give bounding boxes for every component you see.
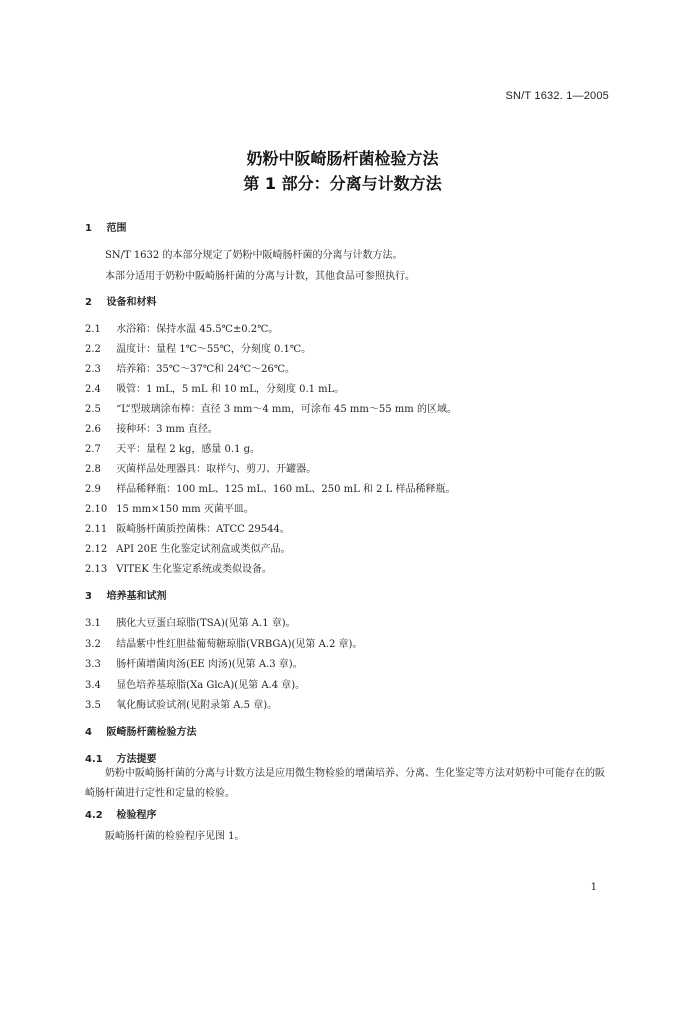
subsection-4-1-paragraph: 奶粉中阪崎肠杆菌的分离与计数方法是应用微生物检验的增菌培养、分离、生化鉴定等方法对奶粉中可能存在的阪崎肠杆菌进行定性和定量的检验。	[85, 768, 605, 799]
subsection-title: 检验程序	[116, 810, 157, 821]
item-text: 天平：量程 2 kg，感量 0.1 g。	[116, 444, 261, 455]
item-number: 2.2	[85, 344, 101, 355]
list-item	[85, 463, 625, 477]
section-title: 培养基和试剂	[106, 591, 167, 602]
list-item	[85, 483, 625, 497]
list-item	[85, 679, 625, 693]
list-item	[85, 423, 625, 437]
list-item	[85, 503, 625, 517]
list-item	[85, 403, 625, 417]
document-title: 奶粉中阪崎肠杆菌检验方法	[246, 149, 439, 168]
item-number: 2.12	[85, 544, 108, 555]
section-4-heading	[85, 726, 625, 740]
section-title: 范围	[106, 223, 127, 234]
item-number: 2.13	[85, 564, 108, 575]
section-1-heading	[85, 222, 625, 236]
item-text: 接种环：3 mm 直径。	[116, 424, 218, 435]
section-title: 设备和材料	[106, 297, 157, 308]
item-text: 灭菌样品处理器具：取样勺、剪刀、开罐器。	[116, 464, 317, 475]
document-subtitle: 第 1 部分：分离与计数方法	[243, 174, 442, 193]
item-number: 2.3	[85, 364, 101, 375]
item-text: 阪崎肠杆菌质控菌株：ATCC 29544。	[116, 524, 290, 535]
item-number: 3.4	[85, 680, 101, 691]
item-text: API 20E 生化鉴定试剂盒或类似产品。	[116, 544, 291, 555]
item-number: 2.11	[85, 524, 108, 535]
subsection-4-2-paragraph: 阪崎肠杆菌的检验程序见图 1。	[105, 831, 245, 842]
item-number: 2.9	[85, 484, 101, 495]
item-text: 结晶紫中性红胆盐葡萄糖琼脂(VRBGA)(见第 A.2 章)。	[116, 639, 363, 650]
section-1-paragraph-1: SN/T 1632 的本部分规定了奶粉中阪崎肠杆菌的分离与计数方法。	[105, 250, 403, 261]
item-number: 2.10	[85, 504, 108, 515]
list-item	[85, 383, 625, 397]
item-text: 胰化大豆蛋白琼脂(TSA)(见第 A.1 章)。	[116, 618, 296, 629]
item-number: 2.5	[85, 404, 101, 415]
list-item	[85, 523, 625, 537]
list-item	[85, 563, 625, 577]
document-code: SN/T 1632. 1—2005	[505, 90, 609, 102]
item-text: “L”型玻璃涂布棒：直径 3 mm～4 mm，可涂布 45 mm～55 mm 的区域。	[116, 404, 457, 415]
section-3-heading	[85, 590, 625, 604]
section-title: 阪崎肠杆菌检验方法	[106, 727, 197, 738]
list-item	[85, 617, 625, 631]
list-item	[85, 363, 625, 377]
section-number: 2	[85, 297, 92, 308]
item-text: 肠杆菌增菌肉汤(EE 肉汤)(见第 A.3 章)。	[116, 659, 303, 670]
list-item	[85, 658, 625, 672]
section-number: 1	[85, 223, 92, 234]
item-number: 2.8	[85, 464, 101, 475]
item-text: 培养箱：35℃～37℃和 24℃～26℃。	[116, 364, 296, 375]
item-number: 2.4	[85, 384, 101, 395]
section-number: 3	[85, 591, 92, 602]
subsection-4-2-heading	[85, 809, 625, 823]
list-item	[85, 699, 625, 713]
subsection-title: 方法提要	[116, 754, 157, 765]
item-number: 3.3	[85, 659, 101, 670]
item-text: 15 mm×150 mm 灭菌平皿。	[116, 504, 254, 515]
item-text: VITEK 生化鉴定系统或类似设备。	[116, 564, 272, 575]
page-number: 1	[590, 882, 597, 893]
list-item	[85, 638, 625, 652]
item-number: 2.1	[85, 324, 101, 335]
item-text: 氧化酶试验试剂(见附录第 A.5 章)。	[116, 700, 278, 711]
item-number: 3.2	[85, 639, 101, 650]
subsection-number: 4.1	[85, 754, 103, 765]
section-1-paragraph-2: 本部分适用于奶粉中阪崎肠杆菌的分离与计数，其他食品可参照执行。	[105, 271, 415, 282]
item-number: 3.5	[85, 700, 101, 711]
list-item	[85, 543, 625, 557]
list-item	[85, 343, 625, 357]
list-item	[85, 443, 625, 457]
item-number: 3.1	[85, 618, 101, 629]
item-text: 水浴箱：保持水温 45.5℃±0.2℃。	[116, 324, 279, 335]
section-number: 4	[85, 727, 92, 738]
item-text: 吸管：1 mL，5 mL 和 10 mL，分刻度 0.1 mL。	[116, 384, 345, 395]
item-text: 样品稀释瓶：100 mL、125 mL、160 mL、250 mL 和 2 L 样品稀释瓶。	[116, 484, 456, 495]
item-text: 显色培养基琼脂(Xa GlcA)(见第 A.4 章)。	[116, 680, 306, 691]
section-2-heading	[85, 296, 625, 310]
item-text: 温度计：量程 1℃～55℃，分刻度 0.1℃。	[116, 344, 312, 355]
item-number: 2.6	[85, 424, 101, 435]
list-item	[85, 323, 625, 337]
item-number: 2.7	[85, 444, 101, 455]
subsection-number: 4.2	[85, 810, 103, 821]
